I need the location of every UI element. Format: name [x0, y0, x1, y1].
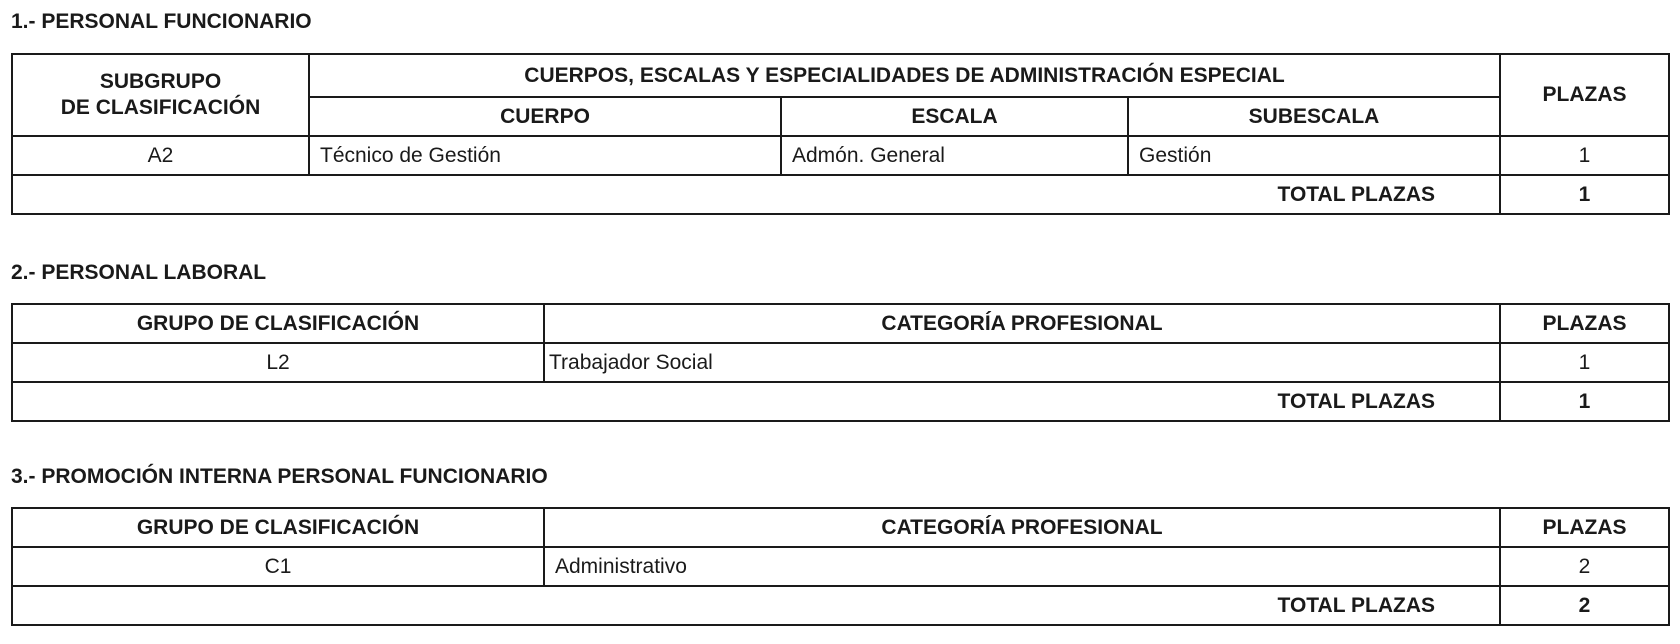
total-plazas-label: TOTAL PLAZAS — [12, 175, 1500, 214]
categoria-header: CATEGORÍA PROFESIONAL — [544, 508, 1500, 547]
grupo-cell: C1 — [12, 547, 544, 586]
total-row — [12, 175, 1669, 214]
total-plazas-value: 2 — [1500, 586, 1669, 625]
subgrupo-cell: A2 — [12, 136, 309, 175]
plazas-cell: 1 — [1500, 343, 1669, 382]
cuerpos-group-header: CUERPOS, ESCALAS Y ESPECIALIDADES DE ADMINISTRACIÓN ESPECIAL — [309, 54, 1500, 97]
table-row — [12, 136, 1669, 175]
plazas-cell: 2 — [1500, 547, 1669, 586]
plazas-header: PLAZAS — [1500, 54, 1669, 136]
subescala-header: SUBESCALA — [1128, 97, 1500, 136]
personal-funcionario-table — [11, 53, 1670, 215]
escala-cell: Admón. General — [781, 136, 1128, 175]
total-row — [12, 382, 1669, 421]
plazas-header: PLAZAS — [1500, 508, 1669, 547]
subescala-cell: Gestión — [1128, 136, 1500, 175]
escala-header: ESCALA — [781, 97, 1128, 136]
grupo-header: GRUPO DE CLASIFICACIÓN — [12, 304, 544, 343]
total-plazas-value: 1 — [1500, 382, 1669, 421]
categoria-cell: Administrativo — [544, 547, 1500, 586]
grupo-cell: L2 — [12, 343, 544, 382]
cuerpo-header: CUERPO — [309, 97, 781, 136]
section-2-title: 2.- PERSONAL LABORAL — [11, 261, 267, 284]
table-header-row — [12, 508, 1669, 547]
total-row — [12, 586, 1669, 625]
section-1-title: 1.- PERSONAL FUNCIONARIO — [11, 10, 312, 33]
subgrupo-header-line2: DE CLASIFICACIÓN — [60, 96, 261, 119]
subgrupo-header — [12, 54, 309, 136]
subgrupo-header-line1: SUBGRUPO — [99, 70, 222, 93]
promocion-interna-table — [11, 507, 1670, 626]
section-3-title: 3.- PROMOCIÓN INTERNA PERSONAL FUNCIONARIO — [11, 465, 548, 488]
categoria-cell: Trabajador Social — [544, 343, 1500, 382]
table-row — [12, 343, 1669, 382]
total-plazas-label: TOTAL PLAZAS — [12, 382, 1500, 421]
plazas-cell: 1 — [1500, 136, 1669, 175]
table-header-row — [12, 304, 1669, 343]
personal-laboral-table — [11, 303, 1670, 422]
grupo-header: GRUPO DE CLASIFICACIÓN — [12, 508, 544, 547]
table-header-row — [12, 54, 1669, 97]
categoria-header: CATEGORÍA PROFESIONAL — [544, 304, 1500, 343]
total-plazas-value: 1 — [1500, 175, 1669, 214]
plazas-header: PLAZAS — [1500, 304, 1669, 343]
cuerpo-cell: Técnico de Gestión — [309, 136, 781, 175]
total-plazas-label: TOTAL PLAZAS — [12, 586, 1500, 625]
table-row — [12, 547, 1669, 586]
